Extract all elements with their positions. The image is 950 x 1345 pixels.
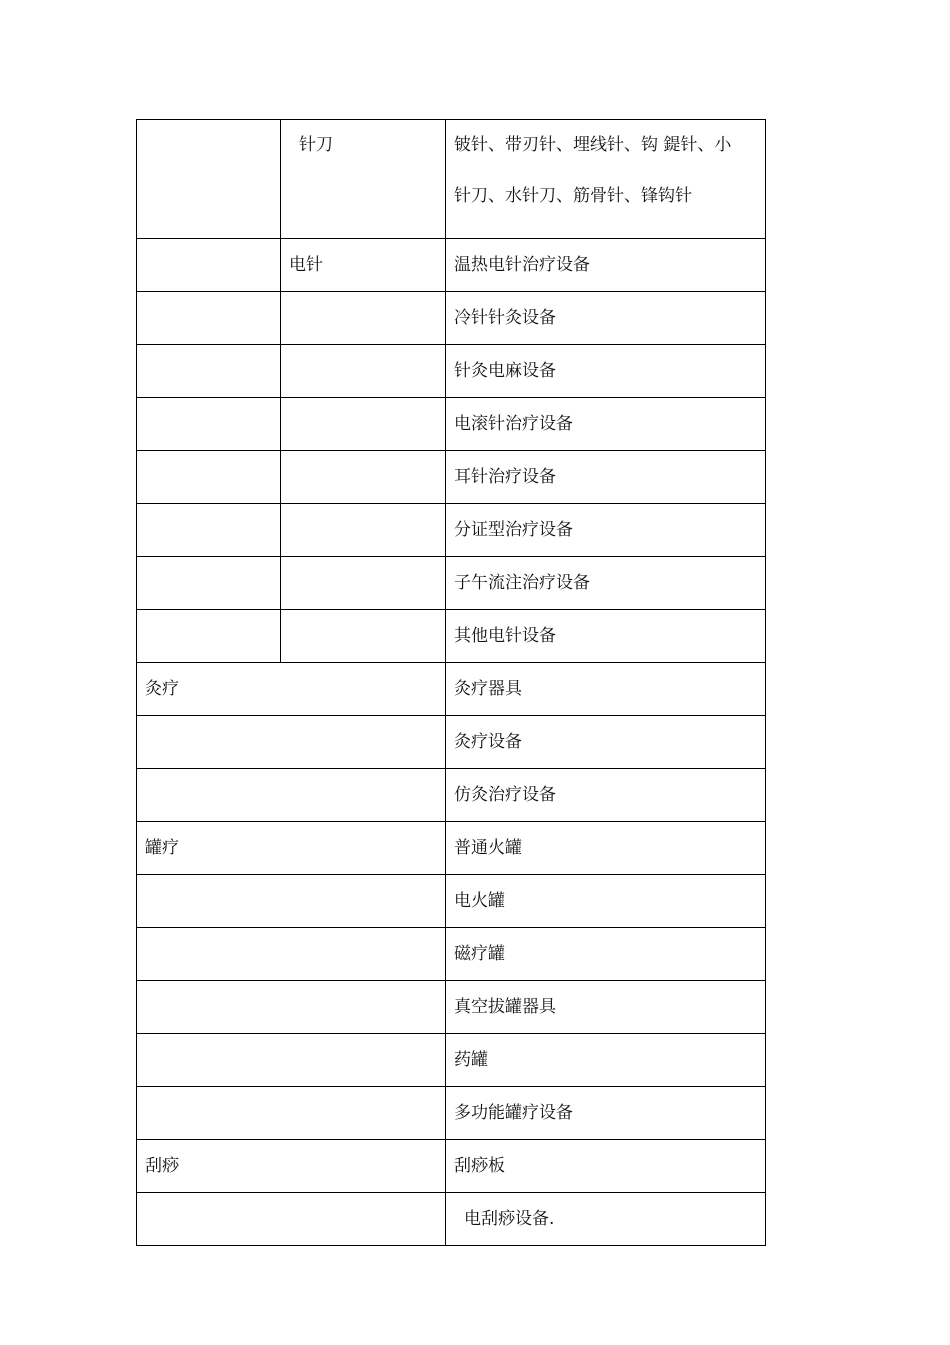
category-cell	[137, 716, 446, 769]
category-cell	[137, 928, 446, 981]
table-cell: 普通火罐	[446, 822, 766, 875]
table-cell	[281, 557, 446, 610]
table-cell	[137, 451, 281, 504]
category-cell	[137, 1087, 446, 1140]
cell-line: 针刀、水针刀、筋骨针、锋钩针	[454, 186, 692, 206]
table-cell	[281, 345, 446, 398]
table-cell: 针灸电麻设备	[446, 345, 766, 398]
table-row	[137, 345, 766, 398]
table-cell: 药罐	[446, 1034, 766, 1087]
table-cell	[137, 120, 281, 239]
table-cell: 针刀	[281, 120, 446, 239]
table-cell	[281, 451, 446, 504]
table-cell	[281, 504, 446, 557]
table-row	[137, 981, 766, 1034]
table-cell	[137, 504, 281, 557]
table-cell	[137, 557, 281, 610]
table-row	[137, 239, 766, 292]
table-cell: 多功能罐疗设备	[446, 1087, 766, 1140]
category-cell	[137, 1034, 446, 1087]
table-cell: 温热电针治疗设备	[446, 239, 766, 292]
table-cell: 电火罐	[446, 875, 766, 928]
category-cell: 灸疗	[137, 663, 446, 716]
table-cell: 仿灸治疗设备	[446, 769, 766, 822]
table-row	[137, 504, 766, 557]
table-cell	[137, 292, 281, 345]
table-row	[137, 1140, 766, 1193]
table-row	[137, 716, 766, 769]
table-row	[137, 398, 766, 451]
table-cell: 磁疗罐	[446, 928, 766, 981]
category-cell	[137, 1193, 446, 1246]
table-cell	[137, 345, 281, 398]
table-row	[137, 1087, 766, 1140]
table-cell	[281, 610, 446, 663]
table-row	[137, 928, 766, 981]
table-cell: 冷针针灸设备	[446, 292, 766, 345]
table-cell	[281, 292, 446, 345]
table-cell	[281, 398, 446, 451]
table-cell: 电滚针治疗设备	[446, 398, 766, 451]
category-cell: 罐疗	[137, 822, 446, 875]
device-table	[136, 119, 766, 1246]
table-cell	[137, 239, 281, 292]
category-cell: 刮痧	[137, 1140, 446, 1193]
table-cell: 分证型治疗设备	[446, 504, 766, 557]
table-cell: 子午流注治疗设备	[446, 557, 766, 610]
table-cell: 耳针治疗设备	[446, 451, 766, 504]
cell-text-block	[454, 120, 757, 222]
table-row	[137, 610, 766, 663]
table-row	[137, 557, 766, 610]
category-cell	[137, 875, 446, 928]
table-cell: 电刮痧设备.	[446, 1193, 766, 1246]
table-cell	[137, 610, 281, 663]
category-cell	[137, 769, 446, 822]
table-row	[137, 1034, 766, 1087]
table-cell: 刮痧板	[446, 1140, 766, 1193]
table-row	[137, 769, 766, 822]
cell-line: 铍针、带刃针、埋线针、钩 鍉针、小	[454, 135, 732, 155]
table-row	[137, 451, 766, 504]
table-cell	[446, 120, 766, 239]
table-row	[137, 1193, 766, 1246]
table-row	[137, 120, 766, 239]
table-cell: 电针	[281, 239, 446, 292]
table-cell: 灸疗器具	[446, 663, 766, 716]
table-cell: 其他电针设备	[446, 610, 766, 663]
table-row	[137, 822, 766, 875]
table-row	[137, 663, 766, 716]
table-cell: 灸疗设备	[446, 716, 766, 769]
category-cell	[137, 981, 446, 1034]
table-row	[137, 875, 766, 928]
table-cell	[137, 398, 281, 451]
table-row	[137, 292, 766, 345]
table-cell: 真空拔罐器具	[446, 981, 766, 1034]
